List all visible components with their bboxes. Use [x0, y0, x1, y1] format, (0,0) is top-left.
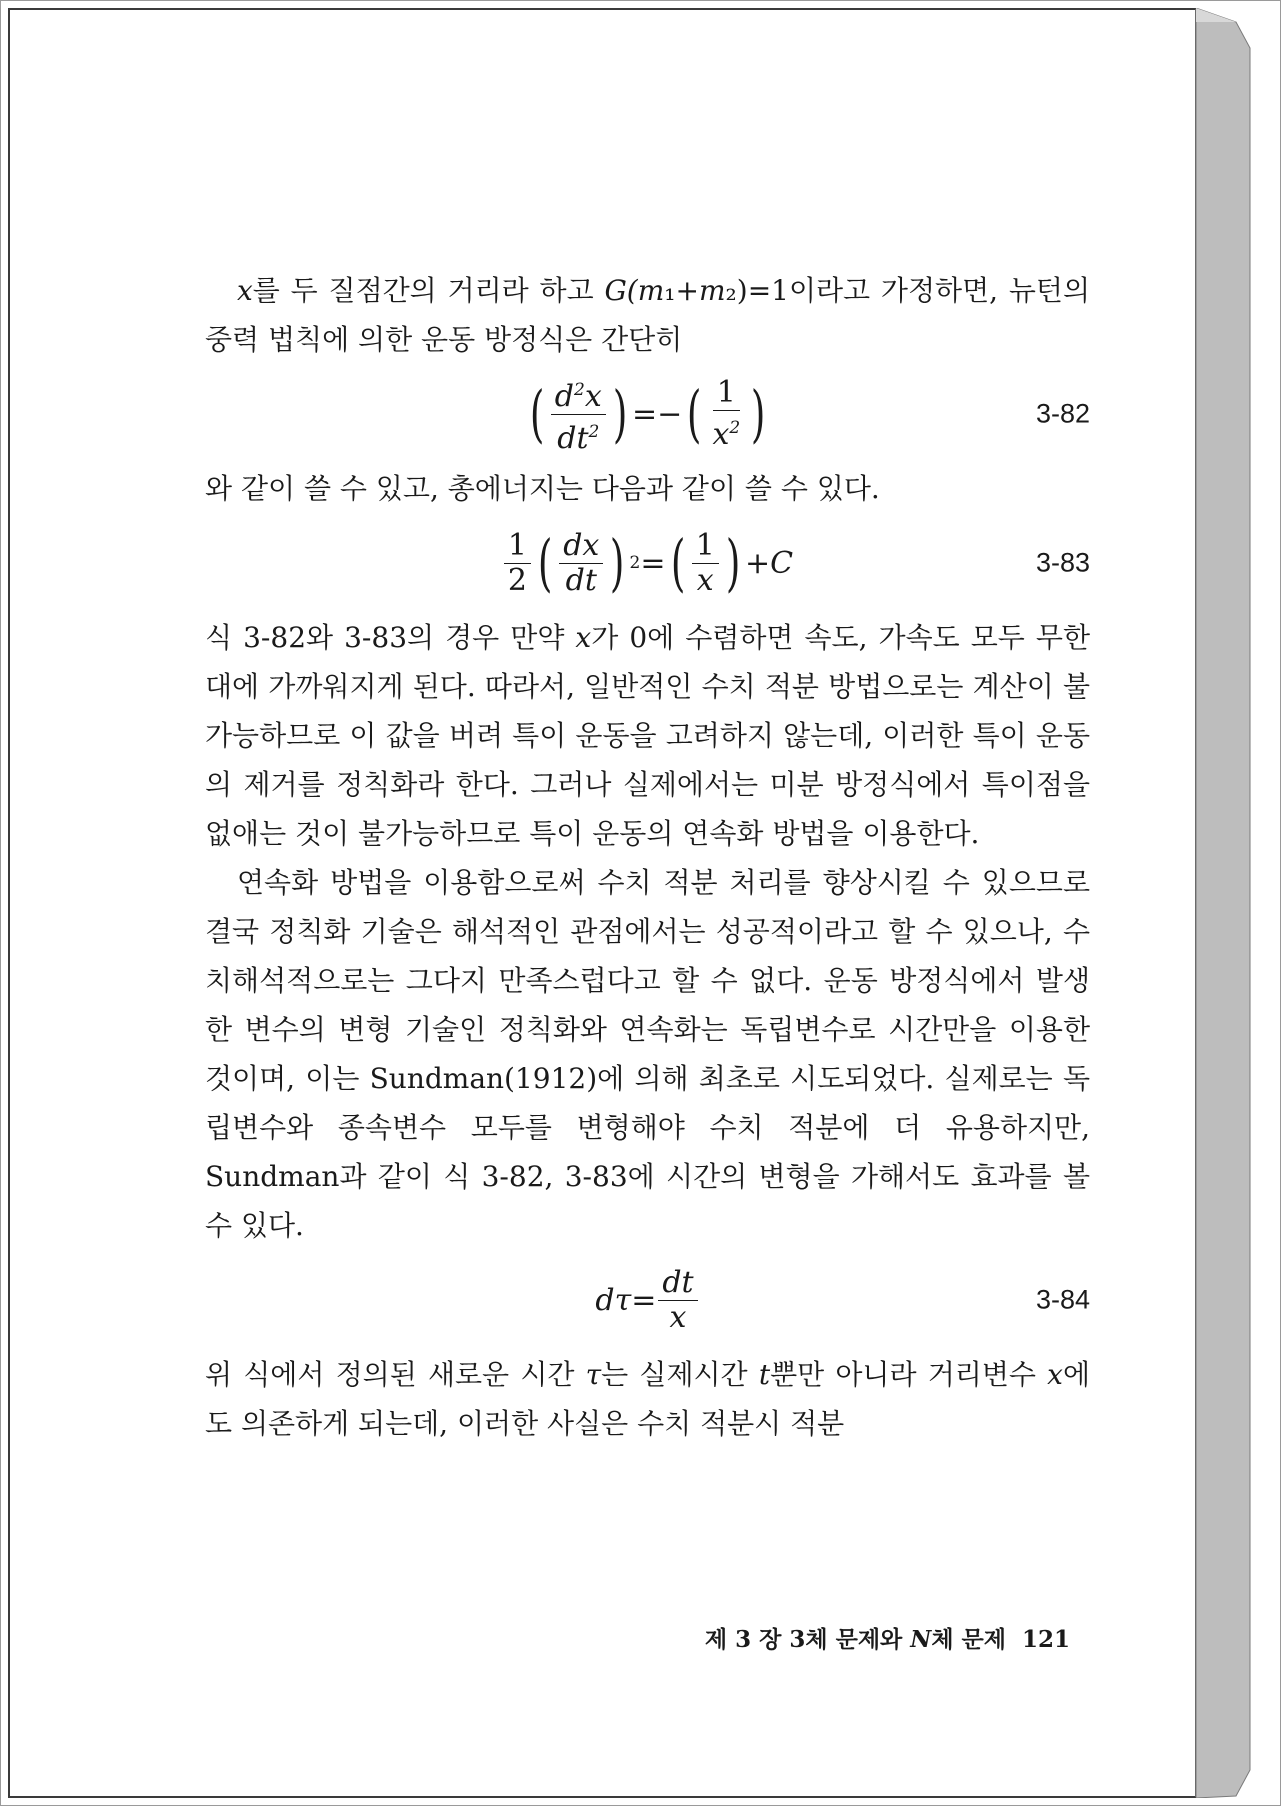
text: )=1이라고 가정하면, 뉴턴의 중력 법칙에 의한 운동 방정식은 간단히 [205, 274, 1090, 356]
eq-text: +C [745, 545, 794, 581]
fraction [658, 1266, 697, 1335]
paragraph-5 [205, 1350, 1090, 1448]
eq-sup: 2 [629, 552, 641, 573]
eq-text: dx [559, 529, 603, 564]
eq-operator: = [631, 1282, 657, 1318]
var-tau: τ [585, 1358, 602, 1391]
page-footer [640, 1621, 1070, 1654]
right-paren: ) [725, 526, 741, 599]
chapter-title-end: 체 문제 [931, 1626, 1006, 1653]
eq-text: 2 [507, 562, 527, 598]
fraction [551, 373, 606, 456]
paragraph-1 [205, 266, 1090, 364]
eq-text: dt [565, 562, 597, 598]
eq-text: dt [658, 1266, 697, 1301]
equation-number: 3-83 [1035, 547, 1090, 578]
eq-text: x [712, 417, 730, 452]
var-x: x [237, 274, 253, 307]
subscript-1: ₁ [664, 274, 676, 307]
eq-text: 1 [713, 376, 740, 411]
var-m: +m [675, 274, 726, 307]
eq-sup: 2 [574, 379, 585, 400]
left-paren: ( [529, 377, 544, 450]
text: 뿐만 아니라 거리변수 [770, 1358, 1048, 1391]
left-paren: ( [670, 526, 685, 599]
eq-sup: 2 [588, 421, 600, 442]
var-x: x [575, 621, 592, 654]
text: 식 3-82와 3-83의 경우 만약 [205, 621, 576, 654]
equation-3-84 [205, 1250, 1090, 1350]
text: 는 실제시간 [601, 1358, 759, 1391]
text: 가 0에 수렴하면 속도, 가속도 모두 무한대에 가까워지게 된다. 따라서, 일반적인 수치 적분 방법으로는 계산이 불가능하므로 이 값을 버려 특이 운동을 고려하지 않는데, 이러한 특이 운동의 제거를 정칙화라 한다. 그러나 실제에서는 미분 방정식에서 특이점을 없애는 것이 불가능하므로 특이 운동의 연속화 방법을 이용한다. [205, 621, 1090, 850]
eq-text: dt [557, 420, 589, 456]
var-g: G(m [604, 274, 665, 307]
right-paren: ) [612, 377, 628, 450]
fraction-half [504, 529, 531, 598]
equation-3-82 [205, 364, 1090, 464]
eq-text: 1 [692, 529, 719, 564]
fraction [692, 529, 719, 598]
eq-text: x [669, 1299, 687, 1335]
equation-number: 3-84 [1035, 1284, 1090, 1315]
eq-text: d [554, 378, 575, 414]
paragraph-3 [205, 613, 1090, 858]
fraction [708, 376, 744, 452]
text: 에도 의존하게 되는데, 이러한 사실은 수치 적분시 적분 [205, 1358, 1090, 1440]
var-x: x [1047, 1358, 1063, 1391]
fraction [559, 529, 603, 598]
eq-operator: = [640, 545, 666, 581]
eq-text: x [584, 378, 602, 414]
equation-3-83 [205, 513, 1090, 613]
text: 위 식에서 정의된 새로운 시간 [205, 1358, 586, 1391]
page-number: 121 [1021, 1626, 1070, 1653]
right-paren: ) [610, 526, 625, 599]
left-paren: ( [537, 526, 553, 599]
eq-text: x [696, 562, 714, 598]
text: 를 두 질점간의 거리라 하고 [252, 274, 605, 307]
equation-number: 3-82 [1035, 398, 1090, 429]
var-t: t [758, 1358, 771, 1391]
eq-text: dτ [595, 1282, 632, 1318]
eq-sup: 2 [729, 418, 741, 438]
paragraph-2: 와 같이 쓸 수 있고, 총에너지는 다음과 같이 쓸 수 있다. [205, 472, 880, 505]
subscript-2: ₂ [725, 274, 737, 307]
left-paren: ( [687, 377, 702, 450]
page-body [205, 266, 1090, 1448]
chapter-title-n: N [910, 1626, 932, 1653]
eq-operator: =− [631, 396, 683, 432]
eq-text: 1 [504, 529, 531, 564]
book-edge [1196, 8, 1256, 1798]
paragraph-4: 연속화 방법을 이용함으로써 수치 적분 처리를 향상시킬 수 있으므로 결국 정칙화 기술은 해석적인 관점에서는 성공적이라고 할 수 있으나, 수치해석적으로는 그다지 만족스럽다고 할 수 없다. 운동 방정식에서 발생한 변수의 변형 기술인 정칙화와 연속화는 독립변수로 시간만을 이용한 것이며, 이는 Sundman(1912)에 의해 최초로 시도되었다. 실제로는 독립변수와 종속변수 모두를 변형해야 수치 적분에 더 유용하지만, Sundman과 같이 식 3-82, 3-83에 시간의 변형을 가해서도 효과를 볼 수 있다. [205, 866, 1090, 1242]
right-paren: ) [751, 377, 766, 450]
chapter-title: 제 3 장 3체 문제와 [704, 1626, 911, 1653]
